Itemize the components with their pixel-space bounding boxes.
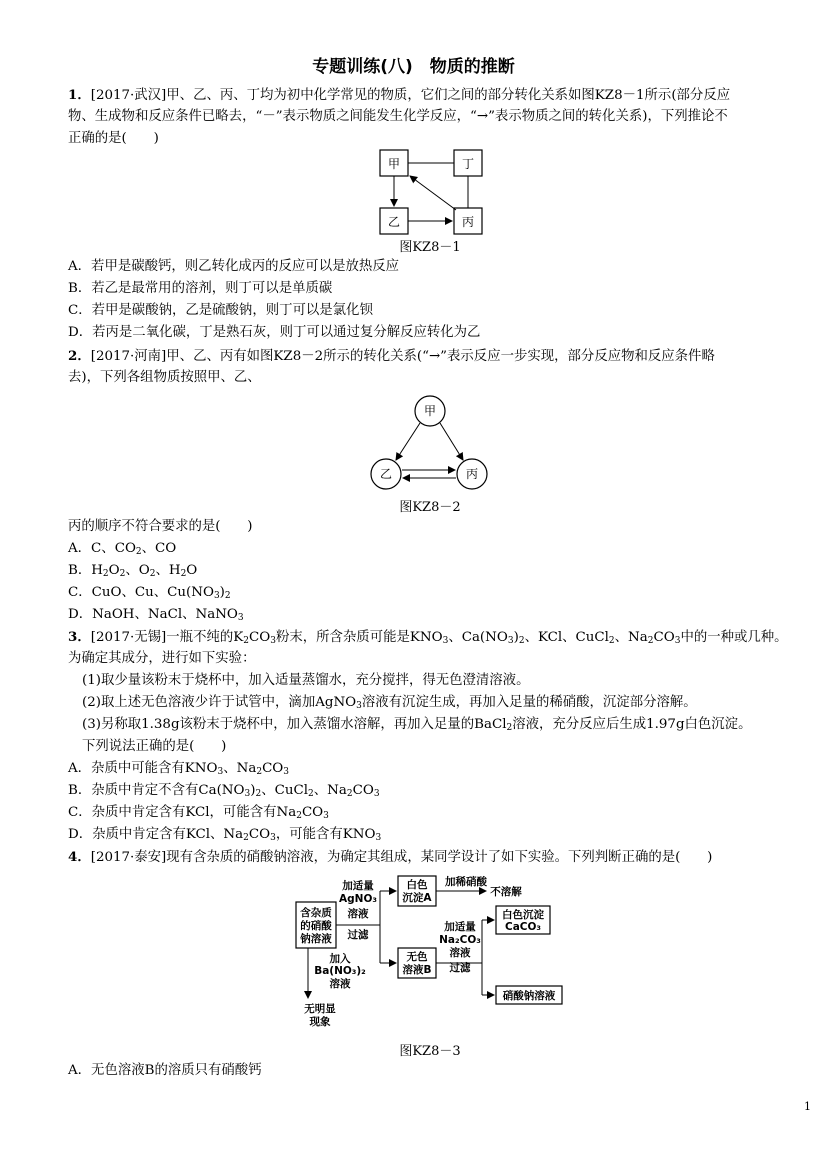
q3-stem-line1: 3．[2017·无锡]一瓶不纯的$K_2CO_3$粉末，所含杂质可能是$KNO_3$、$Ca(NO_3)_2$、KCl、CuCl$_2$、$Na_2CO_3$中的一种或几种。 [68, 629, 788, 646]
label-ding: 丁 [461, 157, 475, 171]
step2-line1: 加适量 [444, 921, 476, 933]
q2-stem-line3: 丙的顺序不符合要求的是( ) [68, 519, 253, 534]
figure-kz8-1 [370, 148, 490, 238]
none-line2: 现象 [309, 1016, 331, 1028]
q1-option-a: A．若甲是碳酸钙，则乙转化成丙的反应可以是放热反应 [68, 259, 400, 274]
caco3-line1: 白色沉淀 [502, 909, 544, 921]
q4-source: [2017·泰安] [90, 850, 167, 865]
none-line1: 无明显 [304, 1003, 336, 1015]
q2-source: [2017·河南] [90, 349, 167, 364]
step3-line3: 溶液 [329, 978, 351, 990]
start-line3: 钠溶液 [300, 933, 332, 945]
q3-option-a: A．杂质中可能含有$KNO_3$、$Na_2CO_3$ [68, 761, 290, 777]
label2-yi: 乙 [379, 467, 393, 481]
q3-option-b: B．杂质中肯定不含有$Ca(NO_3)_2$、CuCl$_2$、$Na_2CO_3$ [68, 783, 380, 799]
q1-number: 1． [68, 87, 91, 103]
label-yi: 乙 [387, 215, 401, 229]
q1-stem-line2: 物、生成物和反应条件已略去，“－”表示物质之间能发生化学反应，“→”表示物质之间的转化关系)，下列推论不 [68, 109, 728, 124]
q4-stem: 4．[2017·泰安]现有含杂质的硝酸钠溶液，为确定其组成，某同学设计了如下实验。下列判断正确的是( ) [68, 849, 713, 865]
q3-stem-line2: 为确定其成分，进行如下实验： [68, 651, 256, 666]
acid-label: 加稀硝酸 [445, 876, 487, 888]
q1-stem-line3: 正确的是( ) [68, 131, 159, 146]
step2-line3: 溶液 [449, 947, 471, 959]
arrow-bing-jia [410, 176, 456, 210]
q2-stem-text1: 甲、乙、丙有如图KZ8－2所示的转化关系(“→”表示反应一步实现，部分反应物和反应条件略 [166, 349, 715, 364]
q2-option-a: A．C、$CO_2$、CO [68, 541, 177, 557]
label2-jia: 甲 [423, 404, 437, 418]
q1-stem-line1 [68, 84, 790, 107]
step1-line4: 过滤 [347, 929, 369, 941]
caption-kz8-3: 图KZ8－3 [399, 1044, 461, 1059]
solB-line1: 无色 [406, 951, 428, 963]
q2-number: 2． [68, 348, 91, 364]
step2-line2: Na₂CO₃ [439, 934, 481, 946]
q2-stem-line1 [68, 345, 790, 368]
q1-option-d: D．若丙是二氧化碳，丁是熟石灰，则丁可以通过复分解反应转化为乙 [68, 325, 481, 340]
q3-option-d: D．杂质中肯定含有KCl、$Na_2CO_3$，可能含有$KNO_3$ [68, 827, 382, 843]
q1-option-b: B．若乙是最常用的溶剂，则丁可以是单质碳 [68, 281, 333, 296]
start-line2: 的硝酸 [300, 920, 332, 932]
step1-line3: 溶液 [347, 908, 369, 920]
q4-number: 4． [68, 849, 91, 865]
figure-kz8-3-flowchart [290, 872, 580, 1032]
q1-source: [2017·武汉] [90, 88, 167, 103]
label-jia: 甲 [387, 157, 401, 171]
caption-kz8-1: 图KZ8－1 [399, 240, 461, 255]
start-line1: 含杂质 [300, 907, 332, 919]
step3-line2: Ba(NO₃)₂ [314, 965, 366, 977]
step3-line1: 加入 [329, 953, 351, 965]
q2-option-d: D．NaOH、NaCl、NaNO$_3$ [68, 607, 244, 623]
q3-exp3: (3)另称取1.38g该粉末于烧杯中，加入蒸馏水溶解，再加入足量的BaCl$_2$溶液，充分反应后生成1.97g白色沉淀。 [82, 717, 752, 733]
caco3-line2: CaCO₃ [504, 921, 542, 933]
q3-exp1: (1)取少量该粉末于烧杯中，加入适量蒸馏水，充分搅拌，得无色澄清溶液。 [82, 673, 530, 688]
solB-line2: 溶液B [402, 964, 432, 976]
precipA-line2: 沉淀A [402, 892, 432, 904]
q2-stem-line2: 去)，下列各组物质按照甲、乙、 [68, 370, 261, 385]
page-title: 专题训练(八) 物质的推断 [312, 57, 515, 77]
arrow2-jia-bing [440, 423, 463, 460]
page-number: 1 [804, 1100, 811, 1113]
q3-option-c: C．杂质中肯定含有KCl，可能含有$Na_2CO_3$ [68, 805, 329, 821]
step1-line2: AgNO₃ [339, 893, 377, 905]
figure-kz8-2 [368, 394, 498, 492]
precipA-line1: 白色 [406, 879, 428, 891]
q3-source: [2017·无锡] [90, 630, 167, 645]
q3-ask: 下列说法正确的是( ) [82, 739, 227, 754]
q2-option-c: C．CuO、Cu、$Cu(NO_3)_2$ [68, 585, 231, 601]
q3-number: 3． [68, 629, 91, 645]
nano3-label: 硝酸钠溶液 [502, 990, 556, 1002]
q1-option-c: C．若甲是碳酸钠，乙是硫酸钠，则丁可以是氯化钡 [68, 303, 373, 318]
label2-bing: 丙 [465, 467, 479, 481]
step2-line4: 过滤 [449, 962, 471, 974]
step1-line1: 加适量 [342, 880, 374, 892]
q3-exp2: (2)取上述无色溶液少许于试管中，滴加AgNO$_3$溶液有沉淀生成，再加入足量的稀硝酸，沉淀部分溶解。 [82, 695, 697, 711]
caption-kz8-2: 图KZ8－2 [399, 500, 461, 515]
insoluble-label: 不溶解 [490, 886, 522, 898]
q4-option-a: A．无色溶液B的溶质只有硝酸钙 [68, 1063, 262, 1078]
arrow2-jia-yi [396, 423, 420, 460]
q1-stem-text1: 甲、乙、丙、丁均为初中化学常见的物质，它们之间的部分转化关系如图KZ8－1所示(部分反应 [166, 88, 731, 103]
label-bing: 丙 [461, 215, 475, 229]
q2-option-b: B．$H_2O_2$、$O_2$、$H_2O$ [68, 563, 198, 579]
